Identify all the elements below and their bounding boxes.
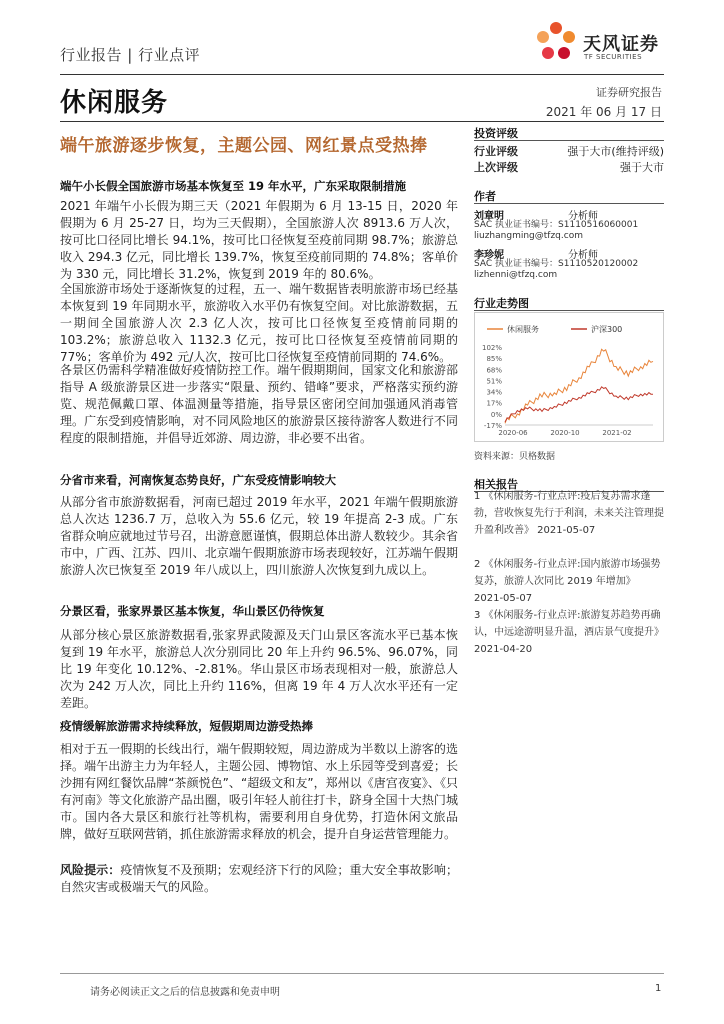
report-kind: 证券研究报告 — [596, 86, 662, 99]
y-tick-label: -17% — [483, 422, 502, 430]
author-email[interactable]: liuzhangming@tfzq.com — [474, 231, 583, 241]
authors-divider — [474, 203, 664, 204]
report-type: 行业报告 | 行业点评 — [60, 46, 201, 64]
rating-divider — [474, 140, 664, 141]
author-role: 分析师 — [568, 211, 598, 222]
section-title: 疫情缓解旅游需求持续释放，短假期周边游受热捧 — [60, 719, 313, 733]
rating-label: 上次评级 — [474, 161, 518, 174]
author-block — [474, 207, 664, 242]
legend-label: 休闲服务 — [507, 325, 539, 334]
rating-value: 强于大市(维持评级) — [567, 145, 664, 158]
authors-section-label: 作者 — [474, 190, 496, 203]
series-line-0 — [505, 349, 653, 423]
author-sac: SAC 执业证书编号：S1110516060001 — [474, 220, 639, 230]
rating-label: 行业评级 — [474, 145, 518, 158]
rating-row — [474, 143, 664, 159]
logo-flower-icon — [533, 20, 579, 66]
risk-text: 疫情恢复不及预期；宏观经济下行的风险；重大安全事故影响；自然灾害或极端天气的风险。 — [60, 863, 458, 894]
header-divider — [60, 74, 664, 75]
footer-disclaimer: 请务必阅读正文之后的信息披露和免责申明 — [90, 987, 280, 998]
risk-label: 风险提示： — [60, 863, 121, 877]
author-block — [474, 246, 664, 281]
author-role: 分析师 — [568, 250, 598, 261]
related-report-item[interactable]: 3 《休闲服务-行业点评:旅游复苏趋势再确认，中远途游明显升温，酒店景气度提升》 2021-04-20 — [474, 610, 664, 655]
author-name: 刘章明 — [474, 211, 504, 222]
company-logo — [533, 18, 673, 68]
body-paragraph: 相对于五一假期的长线出行，端午假期较短，周边游成为半数以上游客的选择。端午出游主力为年轻人，主题公园、博物馆、水上乐园等受到喜爱；长沙拥有网红餐饮品牌“茶颜悦色”、“超级文和友”，郑州以《唐宫夜宴》、《只有河南》等文化旅游产品出圈，吸引年轻人前往打卡，跻身全国十大热门城市。国内各大景区和旅行社等机构，需要利用自身优势，打造休闲文旅品牌，做好互联网营销，抓住旅游需求释放的机会，提升自身运营管理能力。 — [60, 742, 458, 841]
report-date: 2021 年 06 月 17 日 — [545, 105, 662, 119]
author-name: 李珍妮 — [474, 250, 504, 261]
body-paragraph: 从部分省市旅游数据看，河南已超过 2019 年水平，2021 年端午假期旅游总人次达 1236.7 万，总收入为 55.6 亿元，较 19 年提高 2-3 成。广东省群众响应就地过节号召，出游意愿谨慎，假期总体出游人数较少。其余省市中，广西、江苏、四川、北京端午假期旅游市场表现较好，江苏端午假期旅游人次已恢复至 2019 年八成以上，四川旅游人次恢复到九成以上。 — [60, 495, 458, 577]
related-report-item[interactable]: 1 《休闲服务-行业点评:疫后复苏需求蓬勃，营收恢复先行于利润，未来关注管理提升盈利改善》 2021-05-07 — [474, 491, 664, 536]
title-divider — [60, 121, 664, 122]
trend-chart — [475, 313, 663, 441]
x-tick-label: 2021-02 — [602, 429, 632, 437]
chart-source: 资料来源：贝格数据 — [474, 452, 556, 462]
y-tick-label: 34% — [486, 388, 502, 397]
author-header — [474, 246, 664, 259]
section-title: 端午小长假全国旅游市场基本恢复至 19 年水平，广东采取限制措施 — [60, 179, 407, 193]
trend-divider — [474, 310, 664, 311]
rating-value: 强于大市 — [620, 161, 664, 174]
y-tick-label: 68% — [486, 366, 502, 375]
legend-label: 沪深300 — [591, 325, 623, 334]
author-sac: SAC 执业证书编号：S1110520120002 — [474, 259, 639, 269]
author-email[interactable]: lizhenni@tfzq.com — [474, 270, 558, 280]
related-report-item[interactable]: 2 《休闲服务-行业点评:国内旅游市场强势复苏，旅游人次同比 2019 年增加》 2021-05-07 — [474, 559, 661, 604]
x-tick-label: 2020-06 — [498, 429, 528, 437]
x-tick-label: 2020-10 — [550, 429, 580, 437]
section-title: 分省市来看，河南恢复态势良好，广东受疫情影响较大 — [60, 473, 336, 487]
risk-warning — [60, 862, 458, 896]
rating-section-label: 投资评级 — [474, 127, 518, 140]
page-number: 1 — [655, 983, 662, 994]
company-name: 天风证券 — [583, 34, 659, 55]
y-tick-label: 51% — [486, 377, 502, 386]
y-tick-label: 85% — [486, 355, 502, 364]
company-name-en: TF SECURITIES — [584, 53, 643, 61]
trend-section-label: 行业走势图 — [474, 297, 529, 310]
report-headline: 端午旅游逐步恢复，主题公园、网红景点受热捧 — [60, 136, 428, 156]
rating-row — [474, 159, 664, 175]
author-header — [474, 207, 664, 220]
footer-divider — [60, 973, 664, 974]
body-paragraph: 各景区仍需科学精准做好疫情防控工作。端午假期期间，国家文化和旅游部指导 A 级旅游景区进一步落实“限量、预约、错峰”要求，严格落实预约游览、规范佩戴口罩、体温测量等措施，指导景区密闭空间加强通风消毒管理。广东受到疫情影响，对不同风险地区的旅游景区接待游客人数进行不同程度的限制措施，并倡导近郊游、周边游，非必要不出省。 — [60, 363, 458, 445]
trend-chart-frame — [474, 312, 664, 442]
y-tick-label: 102% — [481, 344, 502, 352]
section-title: 分景区看，张家界景区基本恢复，华山景区仍待恢复 — [60, 604, 325, 618]
body-paragraph: 全国旅游市场处于逐渐恢复的过程，五一、端午数据皆表明旅游市场已经基本恢复到 19 年同期水平，旅游收入水平仍有恢复空间。对比旅游数据，五一期间全国旅游人次 2.3 亿人次，按可比口径恢复至疫情前同期的 103.2%；旅游总收入 1132.3 亿元，按可比口径恢复至疫情前同期的 77%；客单价为 492 元/人次，按可比口径恢复至疫情前同期的 74.6%。 — [60, 282, 458, 364]
body-paragraph: 2021 年端午小长假为期三天（2021 年假期为 6 月 13-15 日，2020 年假期为 6 月 25-27 日，均为三天假期），全国旅游人次 8913.6 万人次，按可比口径同比增长 94.1%，按可比口径恢复至疫前同期 98.7%；旅游总收入 294.3 亿元，同比增长 139.7%，恢复至疫前同期的 74.8%；客单价为 330 元，同比增长 31.2%，恢复到 2019 年的 80.6%。 — [60, 199, 458, 281]
body-paragraph: 从部分核心景区旅游数据看,张家界武陵源及天门山景区客流水平已基本恢复到 19 年水平，旅游总人次分别同比 20 年上升约 96.5%、96.07%，同比 19 年变化 10.12%、-2.81%。华山景区市场表现相对一般，旅游总人次为 242 万人次，同比上升约 116%，但离 19 年 4 万人次水平还有一定差距。 — [60, 628, 458, 710]
related-section-label: 相关报告 — [474, 478, 518, 491]
y-tick-label: 17% — [486, 399, 502, 408]
y-tick-label: 0% — [490, 410, 502, 419]
industry-title: 休闲服务 — [60, 88, 169, 118]
